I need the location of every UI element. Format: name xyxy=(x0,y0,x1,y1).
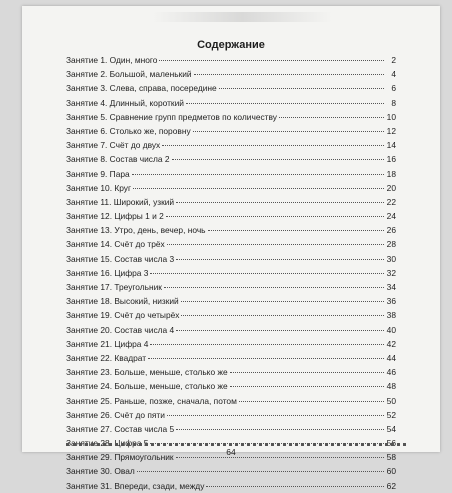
dot-leader xyxy=(219,88,384,89)
toc-entry-label: Занятие 10. Круг xyxy=(66,182,132,193)
toc-entry xyxy=(66,96,396,110)
toc-entry-page: 6 xyxy=(391,83,396,94)
toc-entry-label: Занятие 24. Больше, меньше, столько же xyxy=(66,381,228,392)
dot-leader xyxy=(176,330,384,331)
toc-entry-page: 40 xyxy=(386,324,396,335)
toc-entry-label: Занятие 1. Один, много xyxy=(66,55,158,65)
toc-entry xyxy=(66,152,396,166)
toc-entry-label: Занятие 5. Сравнение групп предметов по количеству xyxy=(66,111,277,122)
bleed-through-shading xyxy=(152,12,332,22)
toc-entry xyxy=(66,195,396,209)
toc-entry-page: 56 xyxy=(386,438,396,449)
toc-entry-label: Занятие 17. Треугольник xyxy=(66,282,162,292)
toc-entry-label: Занятие 26. Счёт до пяти xyxy=(66,409,165,420)
dot-leader xyxy=(230,386,384,387)
dot-leader xyxy=(150,273,384,274)
dot-leader xyxy=(176,259,384,260)
dot-leader xyxy=(208,230,384,231)
toc-entry xyxy=(66,408,396,422)
toc-entry xyxy=(66,124,396,138)
toc-entry xyxy=(66,464,396,478)
toc-entry xyxy=(66,252,396,266)
dot-leader xyxy=(206,486,384,487)
dot-leader xyxy=(176,457,384,458)
toc-entry-label: Занятие 23. Больше, меньше, столько же xyxy=(66,367,228,378)
table-of-contents xyxy=(66,53,396,493)
toc-entry-label: Занятие 20. Состав числа 4 xyxy=(66,324,175,335)
toc-entry-label: Занятие 19. Счёт до четырёх xyxy=(66,310,180,321)
toc-entry-label: Занятие 15. Состав числа 3 xyxy=(66,253,175,264)
toc-entry xyxy=(66,181,396,195)
dot-leader xyxy=(133,188,384,189)
dot-leader xyxy=(167,244,384,245)
toc-entry-page: 36 xyxy=(386,296,396,307)
toc-entry-label: Занятие 27. Состав числа 5 xyxy=(66,423,175,434)
toc-entry-label: Занятие 9. Пара xyxy=(66,168,130,179)
dot-leader xyxy=(176,202,384,203)
toc-entry-page: 38 xyxy=(386,310,396,321)
toc-entry-page: 4 xyxy=(391,69,396,80)
dot-leader xyxy=(239,401,384,402)
toc-entry-page: 22 xyxy=(386,196,396,207)
toc-entry-page: 34 xyxy=(386,282,396,292)
contents-title: Содержание xyxy=(197,39,265,51)
toc-entry-page: 42 xyxy=(386,338,396,349)
dot-leader xyxy=(193,131,384,132)
page-number: 64 xyxy=(226,447,236,457)
dot-leader xyxy=(159,60,384,61)
toc-entry-page: 46 xyxy=(386,367,396,378)
toc-entry-page: 26 xyxy=(386,225,396,236)
toc-entry-label: Занятие 4. Длинный, короткий xyxy=(66,97,184,108)
toc-entry xyxy=(66,209,396,223)
dot-leader xyxy=(137,471,384,472)
dot-leader xyxy=(176,429,384,430)
dot-leader xyxy=(194,74,384,75)
toc-entry-page: 52 xyxy=(386,409,396,420)
toc-entry xyxy=(66,323,396,337)
toc-entry-label: Занятие 21. Цифра 4 xyxy=(66,338,149,349)
toc-entry-label: Занятие 6. Столько же, поровну xyxy=(66,125,191,136)
toc-entry-page: 62 xyxy=(386,480,396,491)
toc-entry-label: Занятие 13. Утро, день, вечер, ночь xyxy=(66,225,206,236)
dot-leader xyxy=(186,103,384,104)
toc-entry-label: Занятие 7. Счёт до двух xyxy=(66,140,161,151)
toc-entry-label: Занятие 29. Прямоугольник xyxy=(66,452,174,463)
dot-leader xyxy=(279,117,384,118)
toc-entry xyxy=(66,67,396,81)
toc-entry-page: 28 xyxy=(386,239,396,250)
toc-entry-page: 2 xyxy=(391,55,396,65)
toc-entry-page: 14 xyxy=(386,140,396,151)
toc-entry-page: 60 xyxy=(386,466,396,477)
toc-entry-label: Занятие 16. Цифра 3 xyxy=(66,267,149,278)
toc-entry-page: 18 xyxy=(386,168,396,179)
toc-entry xyxy=(66,294,396,308)
toc-entry-label: Занятие 14. Счёт до трёх xyxy=(66,239,165,250)
book-page xyxy=(22,6,440,491)
toc-entry xyxy=(66,110,396,124)
dot-leader xyxy=(164,287,384,288)
toc-entry xyxy=(66,138,396,152)
toc-entry-label: Занятие 22. Квадрат xyxy=(66,352,147,363)
toc-entry-page: 48 xyxy=(386,381,396,392)
toc-entry xyxy=(66,308,396,322)
dot-leader xyxy=(181,301,384,302)
toc-entry xyxy=(66,81,396,95)
toc-entry-page: 12 xyxy=(386,125,396,136)
toc-entry xyxy=(66,379,396,393)
toc-entry-page: 54 xyxy=(386,423,396,434)
toc-entry xyxy=(66,479,396,493)
dotted-divider xyxy=(66,443,406,446)
toc-entry-page: 20 xyxy=(386,182,396,193)
toc-entry xyxy=(66,237,396,251)
dot-leader xyxy=(148,358,384,359)
toc-entry-label: Занятие 8. Состав числа 2 xyxy=(66,154,170,165)
toc-entry-label: Занятие 2. Большой, маленький xyxy=(66,69,192,80)
toc-entry-label: Занятие 30. Овал xyxy=(66,466,135,477)
toc-entry-label: Занятие 18. Высокий, низкий xyxy=(66,296,179,307)
toc-entry-label: Занятие 31. Впереди, сзади, между xyxy=(66,480,205,491)
toc-entry xyxy=(66,53,396,67)
dot-leader xyxy=(150,344,384,345)
toc-entry-page: 30 xyxy=(386,253,396,264)
toc-entry xyxy=(66,167,396,181)
toc-entry-label: Занятие 12. Цифры 1 и 2 xyxy=(66,211,164,222)
toc-entry-page: 32 xyxy=(386,267,396,278)
toc-entry-page: 44 xyxy=(386,352,396,363)
toc-entry-label: Занятие 28. Цифра 5 xyxy=(66,438,149,449)
toc-entry-label: Занятие 25. Раньше, позже, сначала, потом xyxy=(66,395,237,406)
dot-leader xyxy=(167,415,384,416)
toc-entry-label: Занятие 3. Слева, справа, посередине xyxy=(66,83,217,94)
toc-entry-page: 50 xyxy=(386,395,396,406)
toc-entry-page: 8 xyxy=(391,97,396,108)
dot-leader xyxy=(181,315,384,316)
toc-entry xyxy=(66,365,396,379)
toc-entry-page: 24 xyxy=(386,211,396,222)
toc-entry xyxy=(66,337,396,351)
toc-entry xyxy=(66,266,396,280)
toc-entry-label: Занятие 11. Широкий, узкий xyxy=(66,196,175,207)
toc-entry xyxy=(66,422,396,436)
toc-entry-page: 58 xyxy=(386,452,396,463)
toc-entry-page: 10 xyxy=(386,111,396,122)
dot-leader xyxy=(162,145,384,146)
toc-entry xyxy=(66,351,396,365)
toc-entry-page: 16 xyxy=(386,154,396,165)
dot-leader xyxy=(230,372,384,373)
toc-entry xyxy=(66,223,396,237)
toc-entry xyxy=(66,394,396,408)
dot-leader xyxy=(172,159,384,160)
toc-entry xyxy=(66,280,396,294)
dot-leader xyxy=(166,216,384,217)
dot-leader xyxy=(132,174,384,175)
